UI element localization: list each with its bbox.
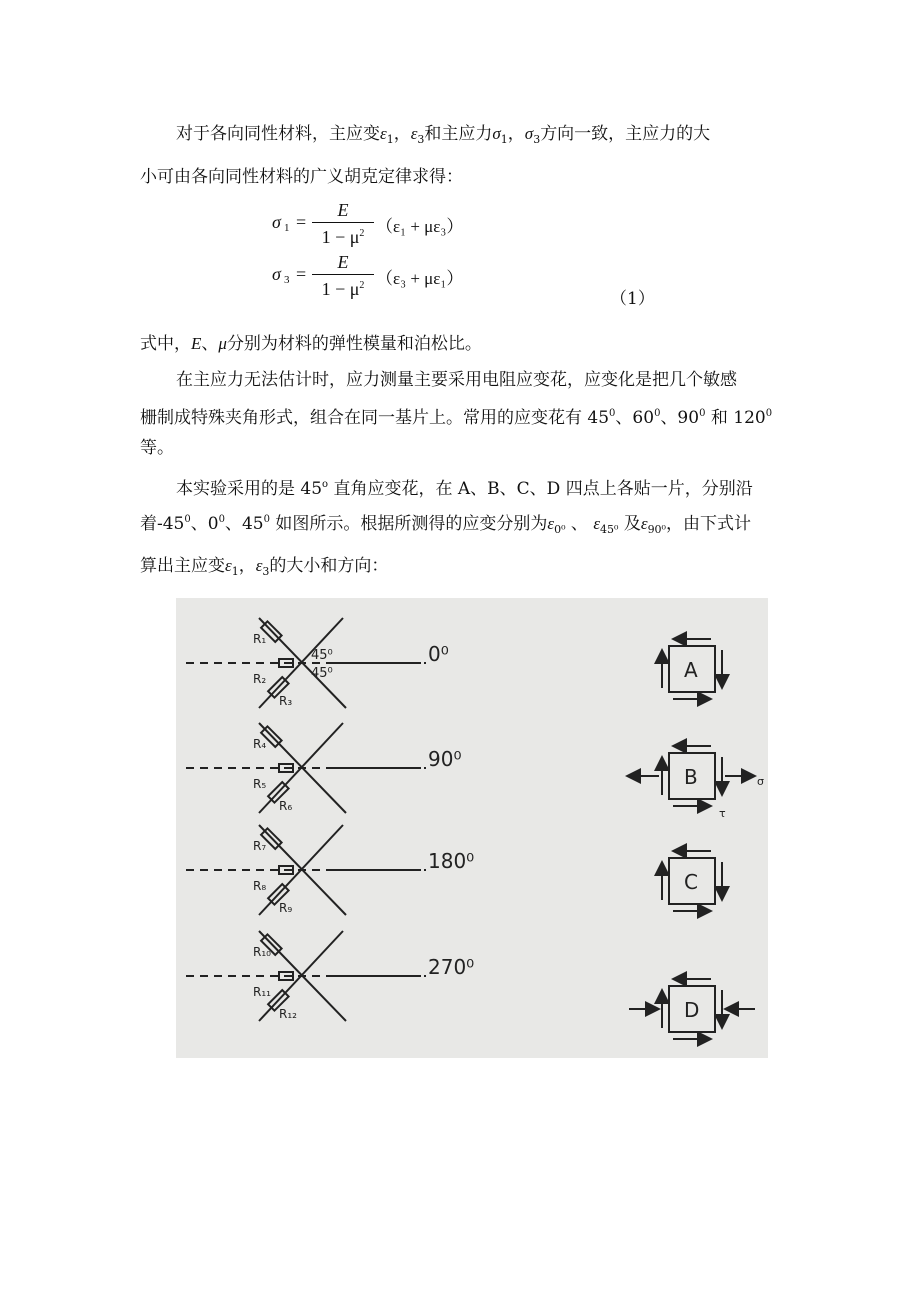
subscript: 3 [284, 274, 290, 286]
text: 和 120 [705, 408, 766, 428]
denominator [312, 223, 374, 248]
equation-rhs: （ε₁ + με₃） [376, 217, 464, 236]
resistor-label: R₇ [253, 839, 267, 853]
superscript: 0 [654, 408, 661, 419]
epsilon-symbol: ε [225, 556, 232, 575]
text: 对于各向同性材料，主应变 [176, 124, 380, 144]
text: 、 [565, 514, 594, 534]
text: 及 [618, 514, 641, 534]
text: 如图所示。根据所测得的应变分别为 [269, 514, 548, 534]
denominator-text: 1 − μ [321, 279, 360, 299]
text: 着-45 [140, 514, 185, 534]
subscript: 90⁰ [647, 523, 666, 536]
paragraph-4-line-2 [140, 509, 751, 541]
angle-label: 270⁰ [428, 955, 475, 979]
resistor-label: R₆ [279, 799, 293, 813]
strain-rosette-figure [176, 598, 768, 1058]
text: ， [238, 556, 256, 576]
text: 、0 [190, 514, 219, 534]
fraction [312, 200, 374, 248]
angle-label: 180⁰ [428, 849, 475, 873]
subscript: 3 [417, 133, 425, 146]
subscript: 1 [231, 565, 239, 578]
superscript: 0 [218, 514, 225, 525]
text: 分别为材料的弹性模量和泊松比。 [226, 334, 482, 354]
element-label: C [684, 870, 698, 894]
resistor-label: R₂ [253, 672, 267, 686]
epsilon-symbol: ε [255, 556, 263, 575]
text: 直角应变花，在 A、B、C、D 四点上各贴一片，分别沿 [328, 479, 753, 499]
angle-label: 0⁰ [428, 642, 449, 666]
text: ，由下式计 [665, 514, 751, 534]
angle-label: 90⁰ [428, 747, 462, 771]
sigma-label: σ [757, 775, 764, 788]
superscript: o [322, 479, 329, 490]
symbol-E: E [191, 334, 202, 353]
sigma-symbol: σ [524, 124, 534, 143]
angle-annotation: 45⁰ [311, 648, 333, 663]
sigma-symbol: σ [272, 264, 281, 284]
sigma-symbol: σ [492, 124, 501, 143]
element-label: B [684, 765, 698, 789]
denominator-text: 1 − μ [321, 227, 360, 247]
fraction [312, 252, 374, 300]
epsilon-symbol: ε [640, 514, 648, 533]
superscript: 0 [765, 408, 773, 419]
superscript: 0 [699, 408, 706, 419]
sigma-symbol: σ [272, 212, 281, 232]
tau-label: τ [719, 807, 726, 820]
subscript: 1 [284, 222, 290, 234]
paragraph-1-line-1 [176, 123, 710, 151]
epsilon-symbol: ε [410, 124, 418, 143]
text: 和主应力 [424, 124, 493, 144]
subscript: 0⁰ [554, 523, 566, 536]
text: 算出主应变 [140, 556, 225, 576]
equation-2 [272, 252, 472, 300]
equals-sign: = [296, 212, 307, 232]
paragraph-3-line-2 [140, 403, 772, 429]
subscript: 3 [262, 565, 270, 578]
superscript: 0 [184, 514, 191, 525]
element-label: A [684, 658, 698, 682]
paragraph-3-line-3: 等。 [140, 438, 174, 458]
resistor-label: R₅ [253, 777, 267, 791]
subscript: 3 [533, 133, 541, 146]
resistor-label: R₄ [253, 737, 267, 751]
subscript: 1 [500, 133, 508, 146]
text: 、 [201, 334, 219, 354]
text: 栅制成特殊夹角形式，组合在同一基片上。常用的应变花有 45 [140, 408, 610, 428]
figure-svg [176, 598, 768, 1058]
resistor-label: R₉ [279, 901, 293, 915]
text: 本实验采用的是 45 [176, 479, 323, 499]
epsilon-symbol: ε [593, 514, 601, 533]
paragraph-4-line-1 [176, 474, 753, 500]
text: 、90 [660, 408, 700, 428]
text: 、60 [615, 408, 655, 428]
equation-1 [272, 200, 472, 248]
subscript: 45⁰ [600, 523, 619, 536]
text: 、45 [224, 514, 264, 534]
superscript: 2 [359, 280, 365, 291]
text: 的大小和方向： [269, 556, 389, 576]
angle-annotation: 45⁰ [311, 666, 333, 681]
resistor-label: R₁₁ [253, 985, 271, 999]
paragraph-3-line-1: 在主应力无法估计时，应力测量主要采用电阻应变花，应变化是把几个敏感 [176, 370, 737, 390]
resistor-label: R₁₂ [279, 1007, 297, 1021]
numerator: E [312, 252, 374, 275]
element-label: D [684, 998, 700, 1022]
paragraph-2 [140, 333, 482, 355]
symbol-mu: μ [218, 334, 227, 353]
denominator [312, 275, 374, 300]
epsilon-symbol: ε [380, 124, 387, 143]
superscript: 0 [609, 408, 616, 419]
equation-rhs: （ε₃ + με₁） [376, 269, 464, 288]
text: ， [507, 124, 525, 144]
resistor-label: R₁ [253, 632, 267, 646]
text: 式中， [140, 334, 191, 354]
epsilon-symbol: ε [547, 514, 555, 533]
resistor-label: R₁₀ [253, 945, 271, 959]
subscript: 1 [386, 133, 394, 146]
resistor-label: R₃ [279, 694, 293, 708]
numerator: E [312, 200, 374, 223]
paragraph-1-line-2: 小可由各向同性材料的广义胡克定律求得： [140, 167, 463, 187]
equation-number: （1） [610, 289, 655, 309]
resistor-label: R₈ [253, 879, 267, 893]
equals-sign: = [296, 264, 307, 284]
text: 方向一致，主应力的大 [540, 124, 711, 144]
superscript: 0 [263, 514, 270, 525]
paragraph-4-line-3 [140, 555, 388, 583]
text: ， [393, 124, 411, 144]
superscript: 2 [359, 228, 365, 239]
